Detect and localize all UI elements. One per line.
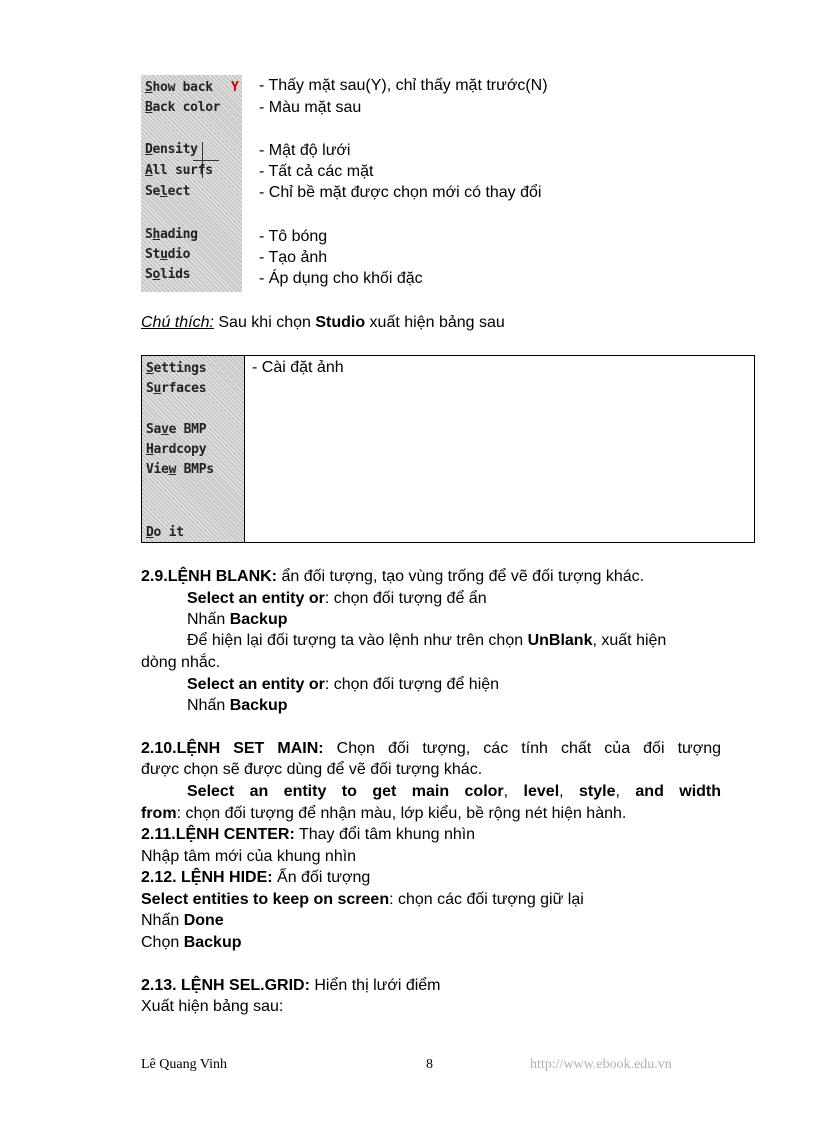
desc-solids: - Áp dụng cho khối đặc (259, 270, 423, 287)
section-2-9-line-4: dòng nhắc. (141, 654, 221, 671)
menu-item-surfaces[interactable]: Surfaces (146, 381, 207, 396)
footer-page-number: 8 (426, 1057, 433, 1072)
show-back-flag: Y (231, 80, 239, 95)
menu-panel-shading (141, 75, 242, 292)
menu-item-select[interactable]: Select (145, 184, 191, 199)
menu-item-save-bmp[interactable]: Save BMP (146, 422, 207, 437)
section-2-13-line-2: Xuất hiện bảng sau: (141, 998, 284, 1015)
desc-back-color: - Màu mặt sau (259, 99, 362, 116)
section-2-11-heading: 2.11.LỆNH CENTER: Thay đổi tâm khung nhìn (141, 826, 476, 843)
density-cross-horizontal (193, 160, 219, 161)
menu-item-density[interactable]: Density (145, 142, 198, 157)
section-2-12-line-3: Nhấn Done (141, 912, 224, 929)
studio-table (141, 355, 755, 543)
section-2-10-heading: 2.10.LỆNH SET MAIN: Chọn đối tượng, các tính chất của đối tượng (141, 740, 722, 757)
section-2-12-line-4: Chọn Backup (141, 934, 242, 951)
desc-select: - Chỉ bề mặt được chọn mới có thay đổi (259, 184, 542, 201)
desc-studio: - Tạo ảnh (259, 249, 328, 266)
section-2-12-heading: 2.12. LỆNH HIDE: Ẩn đối tượng (141, 869, 371, 886)
menu-item-do-it[interactable]: Do it (146, 525, 184, 540)
menu-item-show-back[interactable]: Show back (145, 80, 213, 95)
section-2-9-line-6: Nhấn Backup (187, 697, 288, 714)
section-2-9-heading: 2.9.LỆNH BLANK: ẩn đối tượng, tạo vùng trống để vẽ đối tượng khác. (141, 568, 645, 585)
menu-item-studio[interactable]: Studio (145, 247, 191, 262)
menu-item-back-color[interactable]: Back color (145, 100, 221, 115)
desc-shading: - Tô bóng (259, 228, 328, 245)
note-line: Chú thích: Sau khi chọn Studio xuất hiện bảng sau (141, 314, 505, 331)
menu-item-settings[interactable]: Settings (146, 361, 207, 376)
section-2-13-heading: 2.13. LỆNH SEL.GRID: Hiển thị lưới điểm (141, 977, 441, 994)
section-2-9-line-3: Để hiện lại đối tượng ta vào lệnh như trên chọn UnBlank, xuất hiện (187, 632, 667, 649)
footer-author: Lê Quang Vinh (141, 1057, 227, 1072)
desc-settings: - Cài đặt ảnh (252, 359, 344, 376)
menu-item-hardcopy[interactable]: Hardcopy (146, 442, 207, 457)
section-2-11-line-2: Nhập tâm mới của khung nhìn (141, 848, 357, 865)
desc-show-back: - Thấy mặt sau(Y), chỉ thấy mặt trước(N) (259, 77, 548, 94)
section-2-12-line-2: Select entities to keep on screen: chọn các đối tượng giữ lại (141, 891, 584, 908)
section-2-10-line-3: Select an entity to get main color, level, style, and width (187, 783, 722, 800)
desc-all-surfs: - Tất cả các mặt (259, 163, 374, 180)
note-label: Chú thích: (141, 314, 214, 331)
footer-url: http://www.ebook.edu.vn (530, 1057, 672, 1072)
menu-panel-studio (142, 356, 245, 542)
desc-density: - Mật độ lưới (259, 142, 351, 159)
menu-item-view-bmps[interactable]: View BMPs (146, 462, 214, 477)
menu-item-all-surfs[interactable]: All surfs (145, 163, 213, 178)
section-2-9-line-1: Select an entity or: chọn đối tượng để ẩn (187, 590, 487, 607)
section-2-10-line-2: được chọn sẽ được dùng để vẽ đối tượng khác. (141, 761, 483, 778)
menu-item-shading[interactable]: Shading (145, 227, 198, 242)
section-2-10-line-4: from: chọn đối tượng để nhận màu, lớp kiểu, bề rộng nét hiện hành. (141, 805, 627, 822)
section-2-9-line-2: Nhấn Backup (187, 611, 288, 628)
menu-item-solids[interactable]: Solids (145, 267, 191, 282)
section-2-9-line-5: Select an entity or: chọn đối tượng để hiện (187, 676, 500, 693)
